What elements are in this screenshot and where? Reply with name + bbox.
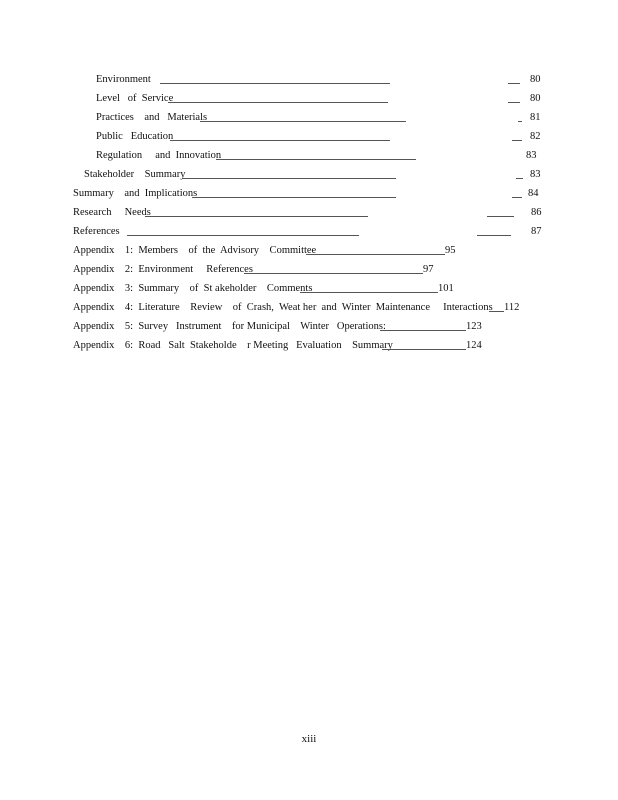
toc-leader-end <box>477 235 511 236</box>
toc-entry-page: 86 <box>531 207 542 218</box>
toc-entry <box>96 110 556 126</box>
toc-leader <box>300 292 438 293</box>
toc-entry <box>73 224 556 240</box>
toc-leader-end <box>508 102 520 103</box>
toc-entry <box>73 243 556 259</box>
toc-entry-label: Appendix 6: Road Salt Stakeholde r Meeting Evaluation Summary <box>73 340 393 351</box>
toc-entry <box>96 72 556 88</box>
toc-leader <box>127 235 359 236</box>
toc-leader <box>182 178 396 179</box>
toc-leader <box>306 254 445 255</box>
toc-entry-page: 101 <box>438 283 454 294</box>
toc-entry-page: 95 <box>445 245 456 256</box>
toc-entry-page: 124 <box>466 340 482 351</box>
toc-leader <box>160 83 390 84</box>
toc-entry-label: Public Education <box>96 131 174 142</box>
toc-leader <box>170 140 390 141</box>
toc-entry <box>84 167 556 183</box>
toc-leader <box>216 159 416 160</box>
toc-entry-label: Summary and Implications <box>73 188 198 199</box>
toc-leader <box>244 273 423 274</box>
toc-leader <box>382 349 466 350</box>
toc-leader-end <box>512 197 522 198</box>
toc-entry-page: 112 <box>504 302 520 313</box>
toc-entry <box>73 300 556 316</box>
toc-leader <box>200 121 406 122</box>
toc-entry-page: 97 <box>423 264 434 275</box>
toc-entry <box>73 338 556 354</box>
toc-entry-label: Appendix 3: Summary of St akeholder Comments <box>73 283 313 294</box>
toc-entry <box>73 205 556 221</box>
toc-leader-end <box>512 140 522 141</box>
toc-leader-end <box>487 216 514 217</box>
toc-entry-label: Regulation and Innovation <box>96 150 222 161</box>
toc-entry-page: 123 <box>466 321 482 332</box>
toc-leader <box>380 330 466 331</box>
toc-entry-page: 81 <box>530 112 541 123</box>
toc-entry-page: 87 <box>531 226 542 237</box>
toc-entry <box>73 262 556 278</box>
toc-entry-page: 80 <box>530 93 541 104</box>
toc-leader <box>145 216 368 217</box>
toc-leader <box>489 311 504 312</box>
toc-entry <box>96 148 556 164</box>
toc-entry <box>96 129 556 145</box>
toc-leader-end <box>516 178 523 179</box>
toc-entry-label: Environment <box>96 74 151 85</box>
toc-entry <box>73 281 556 297</box>
toc-entry-label: Practices and Materials <box>96 112 208 123</box>
toc-entry <box>73 186 556 202</box>
toc-entry-label: Appendix 1: Members of the Advisory Committee <box>73 245 317 256</box>
toc-entry-label: Research Needs <box>73 207 151 218</box>
toc-entry-label: Appendix 5: Survey Instrument for Municipal Winter Operations: <box>73 321 386 332</box>
toc-entry <box>96 91 556 107</box>
toc-entry-page: 84 <box>528 188 539 199</box>
toc-leader-end <box>518 121 522 122</box>
toc-entry <box>73 319 556 335</box>
toc-leader <box>168 102 388 103</box>
toc-entry-page: 83 <box>530 169 541 180</box>
toc-leader <box>192 197 396 198</box>
toc-leader-end <box>508 83 520 84</box>
page-number: xiii <box>301 733 317 745</box>
toc-entry-label: Appendix 4: Literature Review of Crash, Weat her and Winter Maintenance Interactions <box>73 302 493 313</box>
toc-entry-label: Stakeholder Summary <box>84 169 186 180</box>
toc-entry-label: Level of Service <box>96 93 174 104</box>
toc-entry-label: References <box>73 226 120 237</box>
toc-entry-label: Appendix 2: Environment References <box>73 264 253 275</box>
toc-entry-page: 80 <box>530 74 541 85</box>
toc-entry-page: 82 <box>530 131 541 142</box>
toc-entry-page: 83 <box>526 150 537 161</box>
